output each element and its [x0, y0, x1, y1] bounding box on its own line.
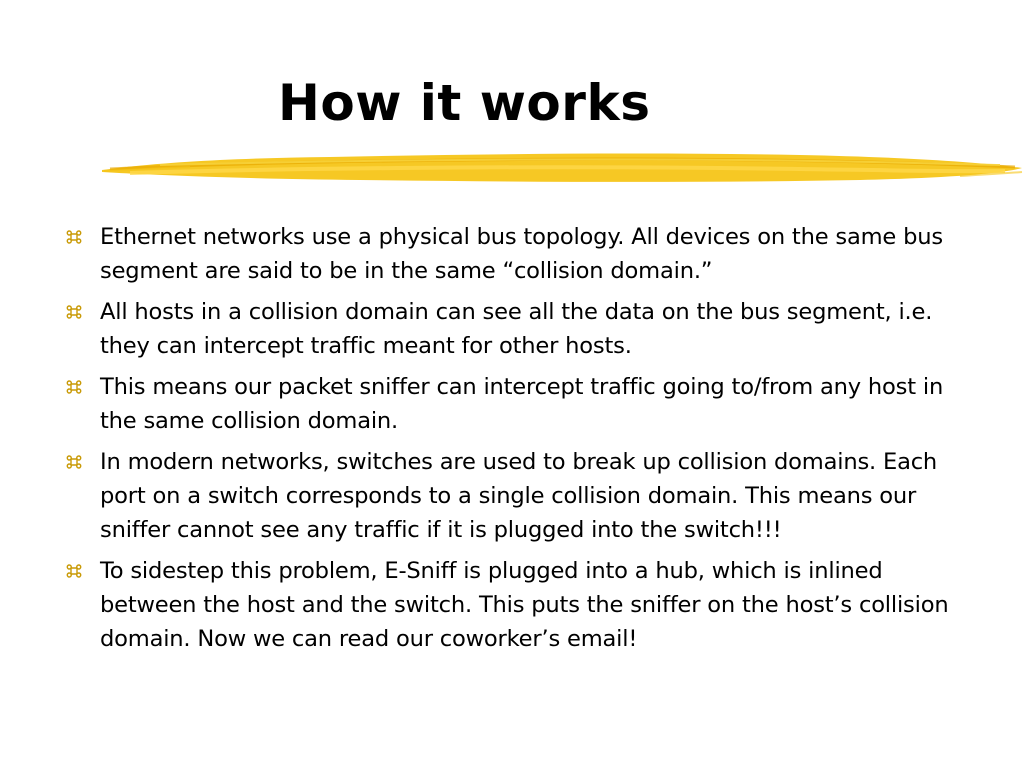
bullet-text: Ethernet networks use a physical bus topology. All devices on the same bus segment are said to be in the same “collision domain.”: [100, 224, 943, 284]
bullet-text: This means our packet sniffer can intercept traffic going to/from any host in the same collision domain.: [100, 374, 944, 434]
bullet-list: [62, 220, 962, 663]
bullet-text: To sidestep this problem, E-Sniff is plugged into a hub, which is inlined between the host and the switch. This puts the sniffer on the host’s collision domain. Now we can read our coworker’s email!: [100, 558, 949, 652]
bullet-item: [62, 370, 962, 438]
bullet-item: [62, 220, 962, 288]
bullet-item: [62, 445, 962, 547]
slide-title: How it works: [278, 74, 651, 132]
command-key-icon: [62, 295, 88, 329]
bullet-item: [62, 554, 962, 656]
bullet-item: [62, 295, 962, 363]
command-key-icon: [62, 445, 88, 479]
command-key-icon: [62, 370, 88, 404]
title-underline-brush: [100, 146, 1024, 190]
command-key-icon: [62, 554, 88, 588]
bullet-text: In modern networks, switches are used to break up collision domains. Each port on a switch corresponds to a single collision domain. This means our sniffer cannot see any traffic if it is plugged into the switch!!!: [100, 449, 938, 543]
bullet-text: All hosts in a collision domain can see all the data on the bus segment, i.e. they can intercept traffic meant for other hosts.: [100, 299, 933, 359]
command-key-icon: [62, 220, 88, 254]
